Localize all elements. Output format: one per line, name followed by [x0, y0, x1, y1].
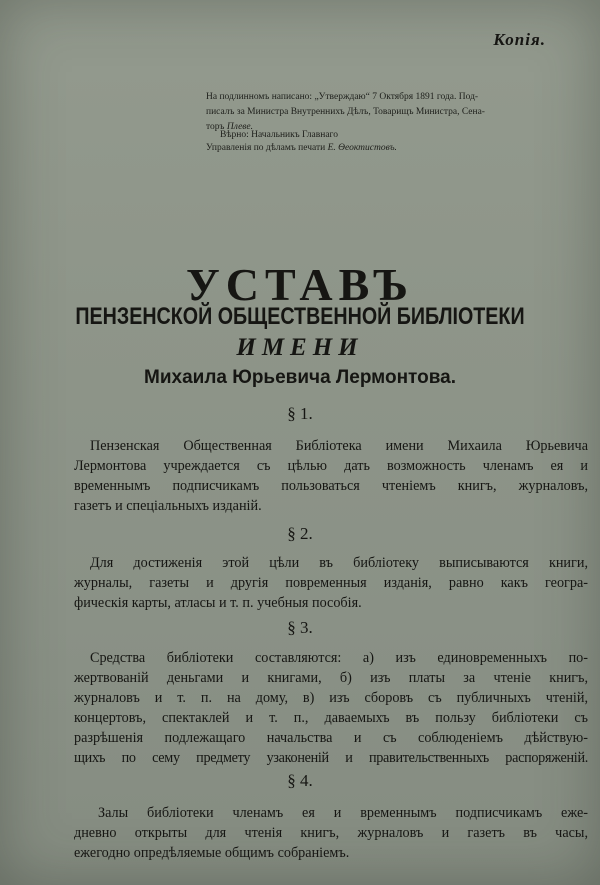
section-line: Лермонтова учреждается съ цѣлью дать возможность членамъ ея и [74, 458, 588, 474]
certification-note-2 [206, 141, 576, 156]
section-line: Средства библіотеки составляются: а) изъ единовременныхъ по- [90, 650, 588, 666]
section-2-text [74, 553, 588, 613]
section-1-text [74, 436, 588, 516]
verno-line-1: Вѣрно: Начальникъ Главнаго [220, 130, 338, 140]
section-line: Для достиженія этой цѣли въ библіотеку выписываются книги, [90, 555, 588, 571]
section-line: журналы, газеты и другія повременныя изданія, равно какъ геогра- [74, 575, 588, 591]
section-line: газетъ и спеціальныхъ изданій. [74, 498, 262, 514]
imeni-heading: ИМЕНИ [236, 334, 364, 361]
section-1-heading: § 1. [287, 404, 313, 423]
endorsement-line-1: На подлинномъ написано: „Утверждаю“ 7 Октября 1891 года. Под- [206, 92, 479, 102]
section-2-heading: § 2. [287, 524, 313, 543]
section-3-heading: § 3. [287, 618, 313, 637]
copy-label: Копія. [493, 30, 546, 49]
signatory-name: Плеве. [226, 122, 253, 132]
endorsement-line-2: писалъ за Министра Внутреннихъ Дѣлъ, Товарищъ Министра, Сена- [206, 107, 485, 117]
section-line: фическія карты, атласы и т. п. учебныя пособія. [74, 595, 362, 611]
section-line: разрѣшенія подлежащаго начальства и съ соблюденіемъ дѣйствую- [74, 730, 588, 746]
section-4-heading: § 4. [287, 771, 313, 790]
section-line: временнымъ подписчикамъ пользоваться чтеніемъ книгъ, журналовъ, [74, 478, 588, 494]
document-title: УСТАВЪ [185, 259, 415, 310]
section-line: Залы библіотеки членамъ ея и временнымъ подписчикамъ еже- [98, 805, 588, 821]
section-3-text [74, 648, 588, 768]
library-name: ПЕНЗЕНСКОЙ ОБЩЕСТВЕННОЙ БИБЛІОТЕКИ [75, 303, 525, 330]
namesake-name: Михаила Юрьевича Лермонтова. [144, 367, 456, 388]
section-line: журналовъ и т. п. на дому, в) изъ сборовъ съ публичныхъ чтеній, [74, 690, 588, 706]
section-line: ежегодно опредѣляемые общимъ собраніемъ. [74, 845, 350, 861]
section-line: жертвованій деньгами и книгами, б) изъ платы за чтеніе книгъ, [74, 670, 588, 686]
section-line: щихъ по сему предмету узаконеній и правительственныхъ распоряженій. [74, 750, 588, 766]
section-4-text [74, 803, 588, 863]
certifier-name: Е. Ѳеоктистовъ. [327, 143, 397, 153]
endorsement-line-3-prefix: торъ [206, 122, 225, 132]
section-line: дневно открыты для чтенія книгъ, журналовъ и газетъ въ часы, [74, 825, 588, 841]
section-line: Пензенская Общественная Библіотека имени Михаила Юрьевича [90, 438, 588, 454]
section-line: концертовъ, спектаклей и т. п., даваемыхъ въ пользу библіотеки съ [74, 710, 588, 726]
verno-line-2-prefix: Управленія по дѣламъ печати [206, 143, 326, 153]
